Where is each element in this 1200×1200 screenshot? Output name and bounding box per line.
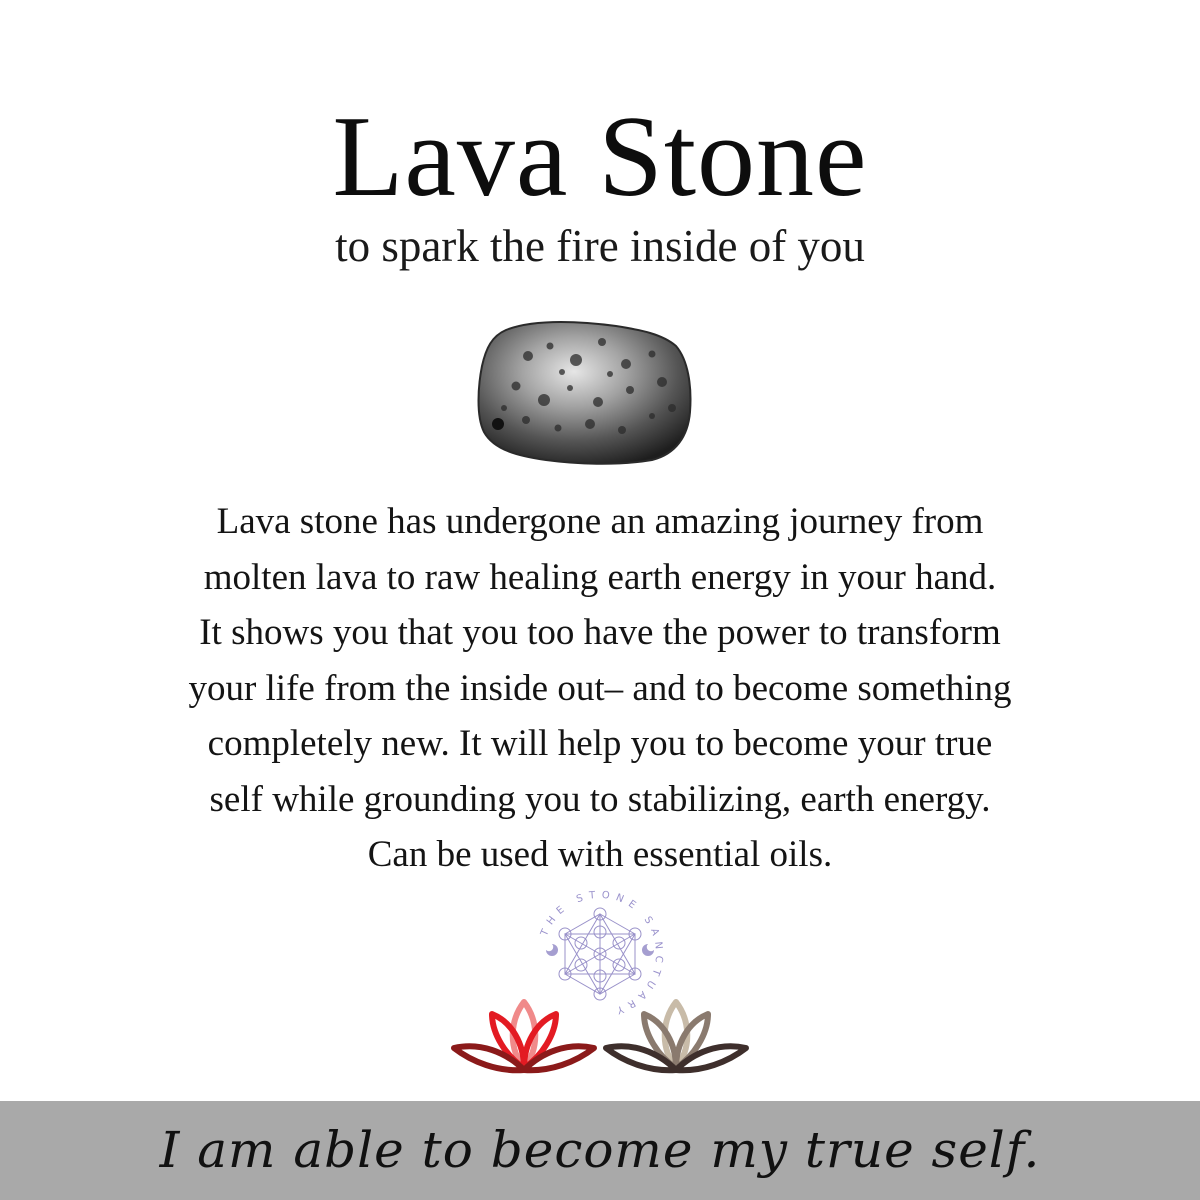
description-line: molten lava to raw healing earth energy in your hand. [203, 556, 997, 598]
lotus-flowers [448, 990, 752, 1080]
description-line: your life from the inside out– and to become something [188, 667, 1012, 709]
description-text [90, 494, 1110, 883]
affirmation-text: I am able to become my true self. [159, 1121, 1041, 1179]
page-title: Lava Stone [332, 93, 868, 221]
description-line: Lava stone has undergone an amazing journey from [216, 501, 984, 542]
svg-text:THE STONE SANCTUARY: THE STONE SANCTUARY [539, 889, 665, 1017]
description-line: completely new. It will help you to become your true [207, 723, 993, 764]
brown-lotus-icon [606, 1002, 746, 1070]
lava-stone-image [466, 316, 720, 466]
affirmation-bar [0, 1101, 1200, 1200]
description-line: self while grounding you to stabilizing, earth energy. [209, 778, 991, 820]
description-line: It shows you that you too have the power to transform [199, 612, 1001, 653]
red-lotus-icon [454, 1002, 594, 1070]
page-subtitle: to spark the fire inside of you [335, 221, 865, 271]
description-line: Can be used with essential oils. [367, 834, 833, 875]
